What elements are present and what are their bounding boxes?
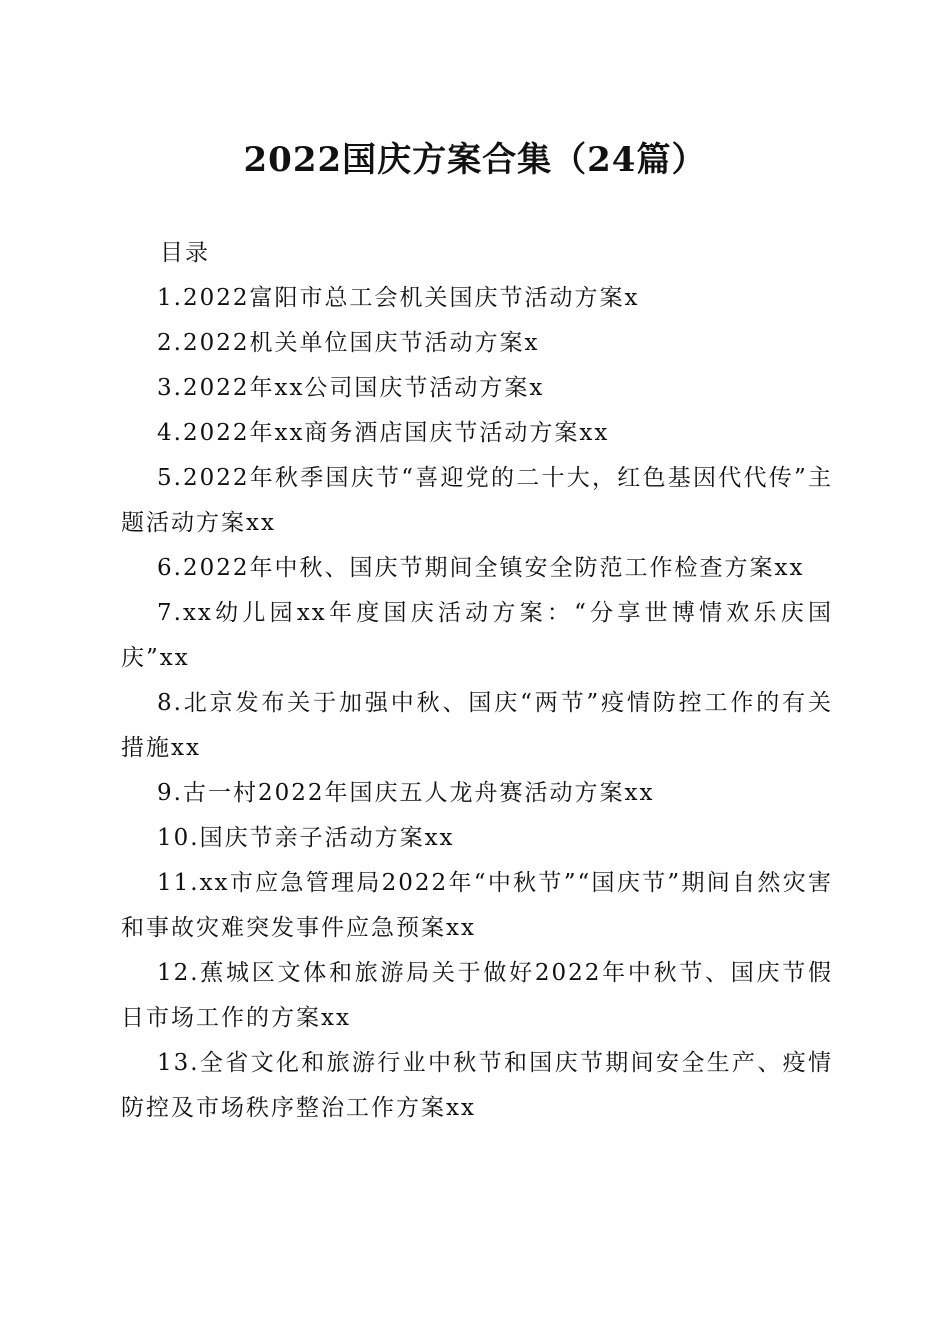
toc-item: 3.2022年xx公司国庆节活动方案x [157, 375, 545, 401]
table-of-contents [121, 231, 833, 1131]
toc-item: 8.北京发布关于加强中秋、国庆“两节”疫情防控工作的有关措施xx [121, 690, 833, 761]
toc-heading: 目录 [160, 240, 210, 266]
toc-item: 12.蕉城区文体和旅游局关于做好2022年中秋节、国庆节假日市场工作的方案xx [121, 960, 833, 1031]
toc-item: 5.2022年秋季国庆节“喜迎党的二十大，红色基因代代传”主题活动方案xx [121, 465, 833, 536]
toc-item: 10.国庆节亲子活动方案xx [157, 825, 455, 851]
toc-item: 7.xx幼儿园xx年度国庆活动方案：“分享世博情欢乐庆国庆”xx [121, 600, 833, 671]
toc-item: 2.2022机关单位国庆节活动方案x [157, 330, 540, 356]
toc-item: 11.xx市应急管理局2022年“中秋节”“国庆节”期间自然灾害和事故灾难突发事件应急预案xx [121, 870, 833, 941]
toc-item: 1.2022富阳市总工会机关国庆节活动方案x [157, 285, 640, 311]
toc-item: 6.2022年中秋、国庆节期间全镇安全防范工作检查方案xx [157, 555, 805, 581]
document-title: 2022国庆方案合集（24篇） [243, 140, 707, 180]
toc-item: 13.全省文化和旅游行业中秋节和国庆节期间安全生产、疫情防控及市场秩序整治工作方案xx [121, 1050, 833, 1121]
toc-item: 9.古一村2022年国庆五人龙舟赛活动方案xx [157, 780, 655, 806]
toc-item: 4.2022年xx商务酒店国庆节活动方案xx [157, 420, 610, 446]
